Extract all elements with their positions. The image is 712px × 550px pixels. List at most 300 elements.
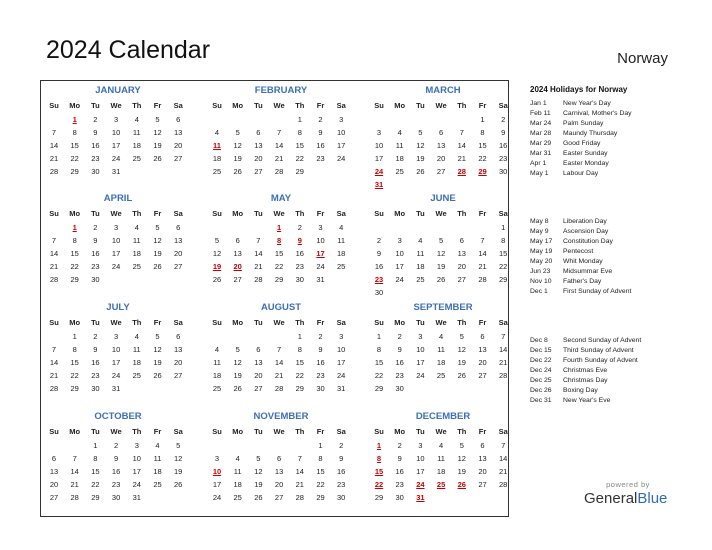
day-cell: 7: [256, 236, 261, 245]
day-cell: 8: [376, 345, 382, 354]
weekday-label: Su: [49, 318, 59, 327]
day-cell: 21: [49, 262, 59, 271]
day-cell: 1: [72, 332, 77, 341]
day-cell: 6: [480, 441, 485, 450]
month-name: NOVEMBER: [253, 411, 309, 422]
day-cell: 2: [93, 115, 98, 124]
day-cell: 17: [416, 358, 425, 367]
day-cell: 22: [499, 262, 508, 271]
weekday-label: Tu: [254, 427, 263, 436]
month-may: [207, 193, 355, 297]
day-cell: 14: [295, 467, 304, 476]
day-cell: 30: [337, 493, 346, 502]
day-cell: 18: [337, 249, 346, 258]
day-cell: 4: [339, 223, 344, 232]
holiday-name: First Sunday of Advent: [563, 288, 632, 295]
holiday-day-cell: 24: [374, 167, 384, 176]
day-cell: 14: [499, 345, 508, 354]
day-cell: 27: [478, 480, 487, 489]
day-cell: 8: [72, 128, 77, 137]
weekday-label: Tu: [254, 318, 263, 327]
day-cell: 14: [49, 141, 59, 150]
weekday-label: Sa: [498, 318, 508, 327]
day-cell: 24: [212, 493, 222, 502]
day-cell: 16: [91, 141, 100, 150]
day-cell: 5: [418, 128, 423, 137]
day-cell: 21: [457, 154, 466, 163]
day-cell: 20: [436, 154, 446, 163]
day-cell: 16: [91, 249, 100, 258]
day-cell: 26: [436, 275, 446, 284]
day-cell: 17: [395, 262, 404, 271]
day-cell: 19: [153, 358, 162, 367]
day-cell: 10: [416, 345, 425, 354]
day-cell: 10: [316, 236, 325, 245]
holiday-day-cell: 23: [374, 275, 384, 284]
day-cell: 16: [337, 467, 346, 476]
holiday-date: Mar 31: [530, 150, 552, 157]
weekday-label: Tu: [91, 427, 100, 436]
day-cell: 25: [132, 371, 141, 380]
day-cell: 22: [374, 371, 384, 380]
month-name: JUNE: [430, 193, 456, 204]
day-cell: 8: [480, 128, 485, 137]
weekday-label: Mo: [69, 318, 81, 327]
day-cell: 20: [457, 262, 466, 271]
day-cell: 24: [395, 275, 404, 284]
weekday-label: Th: [295, 101, 305, 110]
day-cell: 19: [436, 262, 446, 271]
holiday-day-cell: 8: [277, 236, 282, 245]
day-cell: 29: [70, 167, 79, 176]
holiday-name: Liberation Day: [563, 218, 607, 225]
holiday-date: Dec 25: [530, 377, 552, 384]
day-cell: 11: [233, 467, 242, 476]
powered-by-text: powered by: [606, 480, 650, 489]
day-cell: 16: [91, 358, 100, 367]
day-cell: 16: [316, 141, 325, 150]
day-cell: 29: [316, 493, 325, 502]
weekday-label: Mo: [394, 209, 406, 218]
day-cell: 4: [214, 128, 220, 137]
day-cell: 26: [233, 384, 242, 393]
day-cell: 29: [70, 384, 79, 393]
weekday-label: Sa: [336, 427, 346, 436]
day-cell: 9: [114, 454, 119, 463]
weekday-label: Mo: [394, 101, 406, 110]
day-cell: 23: [91, 371, 100, 380]
day-cell: 8: [318, 454, 323, 463]
day-cell: 13: [174, 345, 183, 354]
day-cell: 15: [499, 249, 508, 258]
weekday-label: Su: [49, 427, 59, 436]
day-cell: 17: [337, 358, 346, 367]
holiday-date: May 8: [530, 218, 549, 225]
day-cell: 20: [49, 480, 59, 489]
day-cell: 26: [233, 167, 242, 176]
day-cell: 21: [49, 371, 59, 380]
day-cell: 20: [254, 154, 263, 163]
day-cell: 16: [111, 467, 121, 476]
day-cell: 27: [254, 384, 263, 393]
day-cell: 26: [457, 371, 466, 380]
day-cell: 19: [153, 249, 162, 258]
day-cell: 6: [51, 454, 57, 463]
weekday-label: Sa: [173, 427, 183, 436]
day-cell: 3: [114, 332, 119, 341]
day-cell: 13: [233, 249, 242, 258]
day-cell: 14: [274, 358, 284, 367]
holiday-day-cell: 8: [376, 454, 382, 463]
day-cell: 13: [49, 467, 59, 476]
day-cell: 4: [439, 441, 444, 450]
month-january: [44, 85, 192, 189]
day-cell: 19: [457, 467, 466, 476]
day-cell: 17: [111, 358, 121, 367]
day-cell: 10: [374, 141, 384, 150]
day-cell: 29: [295, 167, 304, 176]
day-cell: 14: [49, 358, 59, 367]
weekday-label: Th: [457, 101, 467, 110]
day-cell: 8: [72, 345, 77, 354]
month-name: JANUARY: [95, 85, 141, 96]
holiday-name: Boxing Day: [563, 387, 598, 394]
weekday-label: Mo: [69, 101, 81, 110]
weekday-label: Sa: [498, 427, 508, 436]
day-cell: 7: [277, 345, 282, 354]
day-cell: 7: [501, 332, 506, 341]
weekday-label: Mo: [232, 209, 244, 218]
day-cell: 7: [501, 441, 506, 450]
holiday-name: Midsummar Eve: [563, 268, 613, 275]
day-cell: 1: [93, 441, 98, 450]
page-title: 2024 Calendar: [46, 36, 211, 64]
day-cell: 28: [499, 480, 508, 489]
day-cell: 12: [153, 128, 162, 137]
day-cell: 11: [132, 236, 141, 245]
holiday-name: New Year's Eve: [563, 397, 611, 404]
day-cell: 9: [339, 454, 344, 463]
day-cell: 20: [174, 141, 183, 150]
weekday-label: Th: [295, 318, 305, 327]
month-december: [369, 411, 517, 515]
day-cell: 6: [256, 128, 261, 137]
weekday-label: Fr: [316, 101, 325, 110]
holiday-date: Feb 11: [530, 110, 551, 117]
weekday-label: Su: [374, 427, 384, 436]
day-cell: 25: [395, 167, 404, 176]
day-cell: 9: [318, 345, 323, 354]
day-cell: 23: [111, 480, 121, 489]
day-cell: 12: [436, 249, 446, 258]
holiday-date: May 19: [530, 248, 553, 255]
day-cell: 22: [70, 154, 79, 163]
day-cell: 15: [70, 358, 79, 367]
weekday-label: Fr: [153, 318, 162, 327]
day-cell: 28: [478, 275, 487, 284]
weekday-label: We: [110, 318, 122, 327]
calendar-frame: [40, 80, 509, 517]
day-cell: 21: [49, 154, 59, 163]
day-cell: 14: [254, 249, 263, 258]
day-cell: 10: [337, 128, 346, 137]
weekday-label: Th: [132, 101, 142, 110]
day-cell: 25: [416, 275, 425, 284]
holiday-day-cell: 26: [457, 480, 466, 489]
day-cell: 12: [416, 141, 425, 150]
day-cell: 19: [254, 480, 263, 489]
day-cell: 25: [337, 262, 346, 271]
holiday-date: Dec 1: [530, 288, 548, 295]
holiday-day-cell: 1: [277, 223, 282, 232]
day-cell: 27: [254, 167, 263, 176]
day-cell: 5: [256, 454, 261, 463]
day-cell: 3: [214, 454, 220, 463]
month-name: AUGUST: [260, 302, 302, 313]
day-cell: 3: [418, 332, 423, 341]
day-cell: 9: [397, 345, 402, 354]
day-cell: 27: [274, 493, 284, 502]
day-cell: 20: [478, 358, 487, 367]
day-cell: 3: [418, 441, 423, 450]
day-cell: 29: [499, 275, 508, 284]
holidays-title: 2024 Holidays for Norway: [530, 85, 628, 94]
day-cell: 29: [91, 493, 100, 502]
day-cell: 10: [132, 454, 141, 463]
holiday-name: Carnival, Mother's Day: [563, 110, 632, 117]
holiday-date: Dec 15: [530, 347, 552, 354]
day-cell: 13: [457, 249, 466, 258]
weekday-label: Su: [374, 209, 384, 218]
generalblue-logo[interactable]: [584, 490, 667, 507]
day-cell: 29: [374, 493, 384, 502]
day-cell: 3: [339, 115, 344, 124]
day-cell: 12: [153, 345, 162, 354]
day-cell: 19: [233, 371, 242, 380]
weekday-label: Sa: [498, 101, 508, 110]
weekday-label: We: [110, 101, 122, 110]
day-cell: 6: [256, 345, 261, 354]
day-cell: 1: [376, 332, 382, 341]
day-cell: 16: [395, 467, 404, 476]
day-cell: 14: [49, 249, 59, 258]
day-cell: 29: [274, 275, 284, 284]
day-cell: 31: [316, 275, 325, 284]
holiday-date: May 9: [530, 228, 549, 235]
holiday-day-cell: 19: [212, 262, 222, 271]
day-cell: 18: [436, 467, 446, 476]
day-cell: 16: [316, 358, 325, 367]
day-cell: 24: [316, 262, 325, 271]
day-cell: 2: [93, 332, 98, 341]
day-cell: 30: [316, 384, 325, 393]
day-cell: 4: [397, 128, 402, 137]
day-cell: 9: [93, 128, 98, 137]
day-cell: 15: [70, 249, 79, 258]
day-cell: 9: [93, 236, 98, 245]
day-cell: 7: [297, 454, 302, 463]
day-cell: 22: [478, 154, 487, 163]
day-cell: 12: [153, 236, 162, 245]
day-cell: 17: [111, 141, 121, 150]
day-cell: 26: [416, 167, 425, 176]
weekday-label: Tu: [416, 318, 425, 327]
day-cell: 2: [318, 115, 323, 124]
day-cell: 17: [416, 467, 425, 476]
day-cell: 6: [176, 115, 181, 124]
day-cell: 10: [111, 345, 121, 354]
day-cell: 7: [277, 128, 282, 137]
weekday-label: Th: [295, 209, 305, 218]
day-cell: 11: [395, 141, 404, 150]
month-march: [369, 85, 517, 189]
month-february: [207, 85, 355, 189]
weekday-label: Sa: [173, 318, 183, 327]
day-cell: 7: [51, 128, 57, 137]
day-cell: 12: [457, 454, 466, 463]
holiday-date: Jun 23: [530, 268, 551, 275]
day-cell: 15: [374, 358, 384, 367]
month-august: [207, 302, 355, 406]
day-cell: 22: [295, 371, 304, 380]
day-cell: 20: [254, 371, 263, 380]
day-cell: 24: [111, 371, 121, 380]
holiday-date: May 1: [530, 170, 549, 177]
month-name: OCTOBER: [94, 411, 142, 422]
day-cell: 25: [436, 371, 446, 380]
day-cell: 28: [274, 167, 284, 176]
day-cell: 20: [478, 467, 487, 476]
day-cell: 26: [174, 480, 183, 489]
weekday-label: Tu: [91, 101, 100, 110]
day-cell: 19: [153, 141, 162, 150]
day-cell: 5: [459, 332, 464, 341]
day-cell: 15: [295, 358, 304, 367]
weekday-label: Fr: [478, 101, 487, 110]
day-cell: 28: [70, 493, 79, 502]
weekday-label: Sa: [336, 318, 346, 327]
day-cell: 14: [478, 249, 487, 258]
holiday-day-cell: 9: [297, 236, 302, 245]
day-cell: 23: [395, 371, 404, 380]
holiday-name: Christmas Day: [563, 377, 608, 384]
day-cell: 4: [418, 236, 423, 245]
day-cell: 13: [478, 345, 487, 354]
weekday-label: Th: [132, 209, 142, 218]
month-name: APRIL: [103, 193, 133, 204]
holiday-name: Labour Day: [563, 170, 599, 177]
weekday-label: Sa: [173, 101, 183, 110]
day-cell: 15: [295, 141, 304, 150]
day-cell: 12: [174, 454, 183, 463]
day-cell: 8: [501, 236, 506, 245]
day-cell: 21: [274, 154, 284, 163]
day-cell: 23: [316, 154, 325, 163]
weekday-label: We: [435, 427, 447, 436]
day-cell: 27: [457, 275, 466, 284]
month-september: [369, 302, 517, 406]
holiday-name: Good Friday: [563, 140, 601, 147]
day-cell: 24: [111, 154, 121, 163]
holiday-day-cell: 11: [213, 141, 221, 150]
day-cell: 17: [374, 154, 384, 163]
day-cell: 4: [235, 454, 240, 463]
day-cell: 9: [318, 128, 323, 137]
holiday-date: Dec 8: [530, 337, 548, 344]
day-cell: 11: [153, 454, 162, 463]
holiday-name: Christmas Eve: [563, 367, 608, 374]
day-cell: 3: [376, 128, 382, 137]
day-cell: 16: [295, 249, 304, 258]
weekday-label: Su: [49, 209, 59, 218]
weekday-label: Su: [374, 318, 384, 327]
day-cell: 12: [233, 141, 242, 150]
day-cell: 25: [233, 493, 242, 502]
day-cell: 18: [132, 141, 141, 150]
brand-blue-text: Blue: [637, 490, 668, 507]
day-cell: 8: [297, 128, 302, 137]
weekday-label: We: [273, 101, 285, 110]
holiday-day-cell: 28: [457, 167, 466, 176]
day-cell: 14: [70, 467, 79, 476]
day-cell: 19: [416, 154, 425, 163]
day-cell: 17: [132, 467, 141, 476]
day-cell: 23: [395, 480, 404, 489]
day-cell: 23: [337, 480, 346, 489]
holiday-day-cell: 15: [374, 467, 384, 476]
day-cell: 26: [153, 262, 162, 271]
weekday-label: Mo: [232, 427, 244, 436]
weekday-label: We: [110, 427, 122, 436]
day-cell: 5: [155, 332, 160, 341]
day-cell: 30: [91, 384, 100, 393]
day-cell: 22: [316, 480, 325, 489]
holiday-day-cell: 29: [478, 167, 487, 176]
day-cell: 18: [436, 358, 446, 367]
day-cell: 1: [501, 223, 506, 232]
holiday-name: Palm Sunday: [563, 120, 604, 127]
day-cell: 17: [212, 480, 222, 489]
day-cell: 15: [274, 249, 284, 258]
day-cell: 13: [254, 141, 263, 150]
day-cell: 26: [254, 493, 263, 502]
day-cell: 7: [480, 236, 485, 245]
holiday-date: Dec 22: [530, 357, 552, 364]
day-cell: 6: [235, 236, 240, 245]
day-cell: 7: [51, 236, 57, 245]
weekday-label: Fr: [153, 427, 162, 436]
holiday-date: Mar 29: [530, 140, 552, 147]
holiday-name: Third Sunday of Advent: [563, 347, 634, 354]
day-cell: 11: [213, 358, 221, 367]
day-cell: 10: [337, 345, 346, 354]
day-cell: 11: [132, 128, 141, 137]
weekday-label: Tu: [416, 209, 425, 218]
weekday-label: Fr: [478, 209, 487, 218]
month-june: [369, 193, 517, 297]
day-cell: 22: [295, 154, 304, 163]
weekday-label: We: [273, 427, 285, 436]
day-cell: 10: [416, 454, 425, 463]
day-cell: 23: [91, 154, 100, 163]
day-cell: 16: [499, 141, 508, 150]
day-cell: 2: [297, 223, 302, 232]
day-cell: 5: [214, 236, 220, 245]
day-cell: 28: [254, 275, 263, 284]
day-cell: 15: [91, 467, 100, 476]
day-cell: 22: [70, 262, 79, 271]
weekday-label: Fr: [316, 427, 325, 436]
